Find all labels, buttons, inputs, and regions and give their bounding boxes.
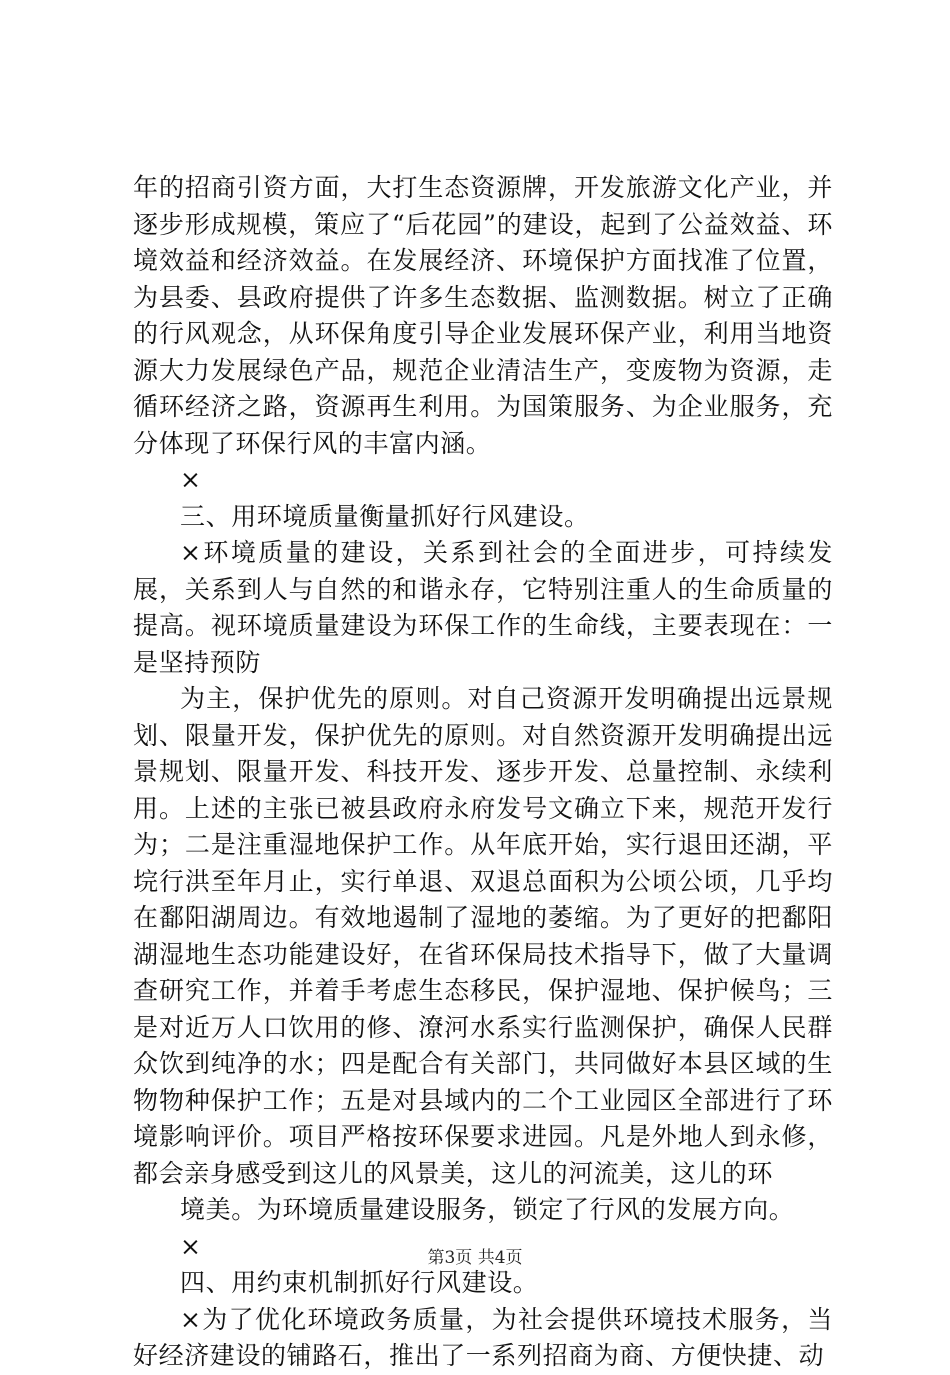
section-heading-four: 四、用约束机制抓好行风建设。 (180, 1268, 539, 1297)
section-heading-three: 三、用环境质量衡量抓好行风建设。 (180, 501, 590, 531)
page-number-footer: 第3页 共4页 (427, 1248, 523, 1268)
cross-mark: × (180, 1231, 202, 1261)
paragraph-continuation: 年的招商引资方面，大打生态资源牌，开发旅游文化产业，并逐步形成规模，策应了“后花园”的建设，起到了公益效益、环境效益和经济效益。在发展经济、环境保护方面找准了位置，为县委、县政府提供了许多生态数据、监测数据。树立了正确的行风观念，从环保角度引导企业发展环保产业，利用当地资源大力发展绿色产品，规范企业清洁生产，变废物为资源，走循环经济之路，资源再生利用。为国策服务、为企业服务，充分体现了环保行风的丰富内涵。 (133, 173, 833, 458)
paragraph-environment-beauty: 境美。为环境质量建设服务，锁定了行风的发展方向。 (180, 1195, 795, 1224)
paragraph-constraint-mechanism: ×为了优化环境政务质量，为社会提供环境技术服务，当好经济建设的铺路石，推出了一系列招商为商、方便快捷、动 (133, 1304, 833, 1370)
paragraph-environment-quality: ×环境质量的建设，关系到社会的全面进步，可持续发展，关系到人与自然的和谐永存，它特别注重人的生命质量的提高。视环境质量建设为环保工作的生命线，主要表现在：一是坚持预防 (133, 538, 833, 677)
document-body (133, 170, 833, 1375)
paragraph-protection-principles: 为主，保护优先的原则。对自己资源开发明确提出远景规划、限量开发，保护优先的原则。对自然资源开发明确提出远景规划、限量开发、科技开发、逐步开发、总量控制、永续利用。上述的主张已被县政府永府发号文确立下来，规范开发行为；二是注重湿地保护工作。从年底开始，实行退田还湖，平垸行洪至年月止，实行单退、双退总面积为公顷公顷，几乎均在鄱阳湖周边。有效地遏制了湿地的萎缩。为了更好的把鄱阳湖湿地生态功能建设好，在省环保局技术指导下，做了大量调查研究工作，并着手考虑生态移民，保护湿地、保护候鸟；三是对近万人口饮用的修、潦河水系实行监测保护，确保人民群众饮到纯净的水；四是配合有关部门，共同做好本县区域的生物物种保护工作；五是对县域内的二个工业园区全部进行了环境影响评价。项目严格按环保要求进园。凡是外地人到永修，都会亲身感受到这儿的风景美，这儿的河流美，这儿的环 (133, 684, 833, 1188)
cross-mark: × (180, 465, 202, 494)
